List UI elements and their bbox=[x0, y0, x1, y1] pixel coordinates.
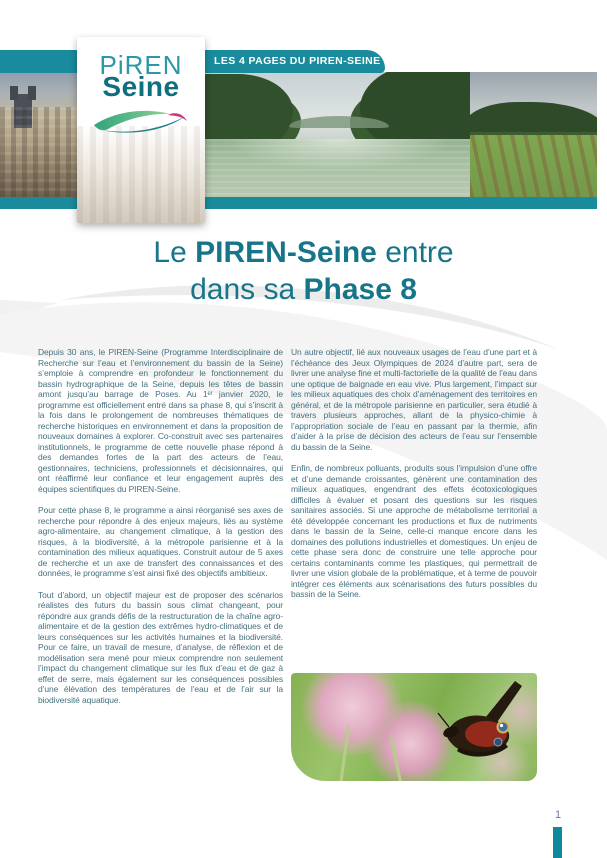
logo-text-seine: Seine bbox=[102, 71, 180, 102]
butterfly-photo bbox=[291, 673, 537, 781]
banner-title: LES 4 PAGES DU PIREN-SEINE bbox=[214, 55, 381, 67]
farm-field-photo bbox=[470, 72, 597, 197]
paragraph: Un autre objectif, lié aux nouveaux usages de l’eau d’une part et à l’échéance des Jeux Olympiques de 2024 d’autre part, sera de livrer une analyse fine et multi-factorielle de la qualité de l’eau dans une optique de baignade en eau vive. Plus largement, l’impact sur les milieux aquatiques des choix d’aménagement des territoires en général, et de la métropole parisienne en particulier, sera étudié à travers plusieurs approches, allant de la physico-chimie à l’appropriation sociale de l’eau en passant par la thermie, afin d’aider à la prise de décision des acteurs de l’eau sur l’ensemble du bassin de la Seine. bbox=[291, 347, 537, 452]
peacock-butterfly-icon bbox=[429, 679, 537, 775]
article-right-column bbox=[291, 347, 537, 611]
logo-text-piren: PiREN bbox=[99, 50, 183, 80]
paragraph: Pour cette phase 8, le programme a ainsi réorganisé ses axes de recherche pour répondre à des enjeux majeurs, liés au système agro-alimentaire, au changement climatique, à la gestion des risques, à la biodiversité, à la métropole parisienne et à la contamination des milieux aquatiques. Construit autour de 5 axes de recherche et un axe de transfert des connaissances et des données, le programme s’est ainsi fixé des objectifs ambitieux. bbox=[38, 505, 283, 578]
article-left-column bbox=[38, 347, 283, 716]
paragraph: Tout d’abord, un objectif majeur est de proposer des scénarios réalistes des futurs du bassin sous climat changeant, pour répondre aux grands défis de la restructuration de la chaîne agro-alimentaire et de la gestion des extrêmes hydro-climatiques et de leurs conséquences sur les activités humaines et la biodiversité. Pour ce faire, un travail de mesure, d’analyse, de réflexion et de modélisation sera mené pour mieux comprendre non seulement l’impact du changement climatique sur les flux d’eau et de gaz à effet de serre, mais également sur les conséquences possibles d’une élévation des températures de l’eau et de l’air sur la biodiversité aquatique. bbox=[38, 589, 283, 705]
field-treeline bbox=[470, 102, 597, 132]
paragraph: Enfin, de nombreux polluants, produits sous l’impulsion d’une offre et d’une demande croissantes, génèrent une contamination des milieux aquatiques, engendrant des effets écotoxicologiques difficiles à évaluer et posant des questions sur les risques sanitaires associés. Si une approche de métabolisme territorial a été développée concernant les productions et flux de nutriments dans le bassin de la Seine, celle-ci manque encore dans les domaines des pollutions industrielles et domestiques. Un enjeu de cette phase sera donc de construire une telle approche pour certains contaminants comme les plastiques, qui permettrait de livrer une vision globale de la problématique, et à terme de pouvoir intégrer ces éléments aux scénarisations des futurs possibles du bassin de la Seine. bbox=[291, 463, 537, 599]
title-line-1: Le PIREN-Seine entre bbox=[153, 236, 454, 269]
paragraph: Depuis 30 ans, le PIREN-Seine (Programme Interdisciplinaire de Recherche sur l’eau et l’environnement du bassin de la Seine) s’emploie à comprendre en profondeur le fonctionnement du bassin hydrographique de la Seine, depuis les têtes de bassin amont jusqu’au barrage de Poses. Au 1ᵉʳ janvier 2020, le programme est officiellement entré dans sa phase 8, qui s’inscrit à la fois dans le prolongement de nombreuses thématiques de recherche historiques en environnement et dans la proposition de nouveaux domaines à explorer. Co-construit avec ses partenaires institutionnels, le programme de cette nouvelle phase répond à des demandes fortes de la part des acteurs de l’eau, gestionnaires, techniciens, professionnels et décisionnaires, qui ont réaffirmé leur confiance et leur engagement auprès des équipes scientifiques du PIREN-Seine. bbox=[38, 347, 283, 494]
page-number: 1 bbox=[554, 809, 562, 821]
page-title bbox=[0, 234, 607, 308]
footer-accent-bar bbox=[553, 827, 562, 858]
title-line-2: dans sa Phase 8 bbox=[190, 273, 417, 306]
faded-city-image bbox=[77, 126, 205, 223]
piren-seine-logo-card bbox=[77, 37, 205, 223]
river-water bbox=[205, 139, 470, 197]
crop-rows bbox=[470, 135, 597, 197]
seine-river-photo bbox=[205, 72, 470, 197]
